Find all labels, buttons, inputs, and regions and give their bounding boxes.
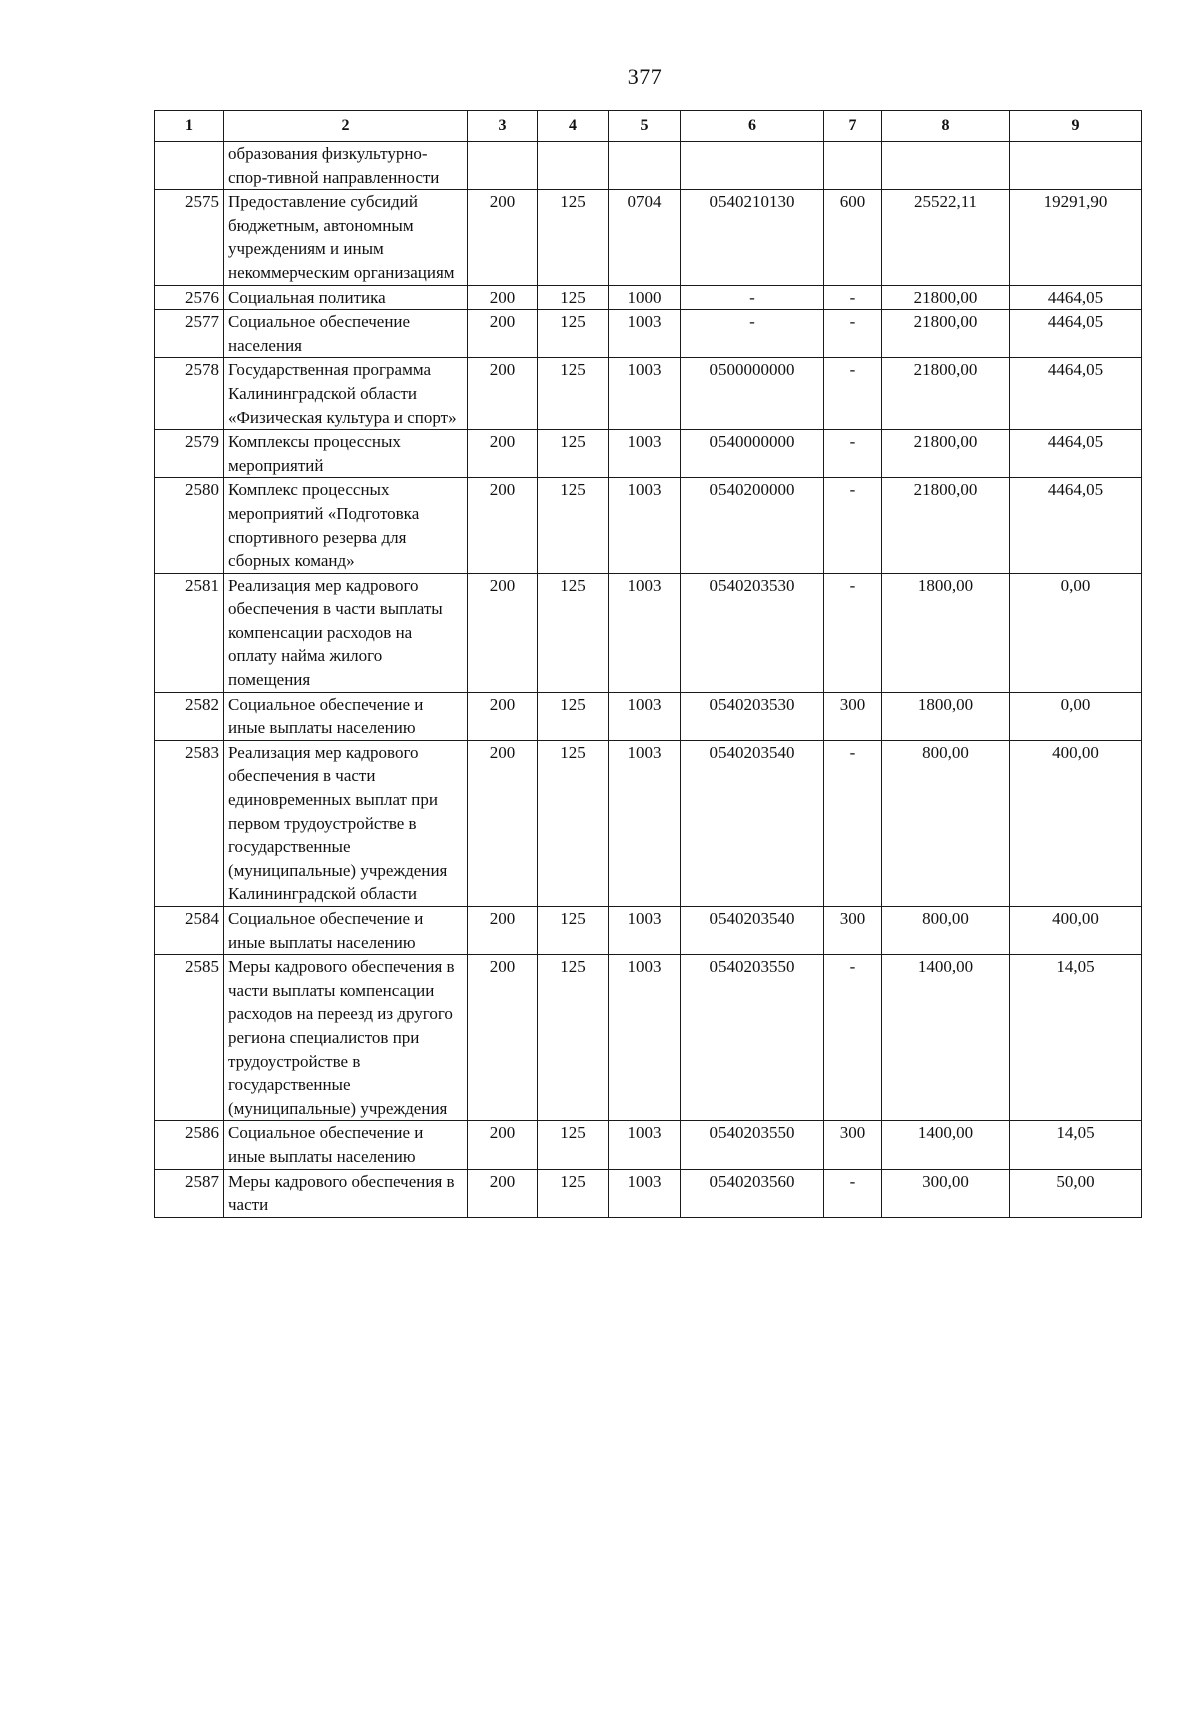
row-number-cell: 2579: [155, 430, 224, 478]
amount-cell: 21800,00: [882, 478, 1010, 573]
table-row: [155, 1169, 1142, 1217]
amount-cell: 800,00: [882, 907, 1010, 955]
table-row: [155, 310, 1142, 358]
target-code-cell: 0540203550: [681, 955, 824, 1121]
code-cell: 125: [538, 907, 609, 955]
table-row: [155, 573, 1142, 692]
target-code-cell: 0540203550: [681, 1121, 824, 1169]
code-cell: 125: [538, 1121, 609, 1169]
target-code-cell: 0540203540: [681, 907, 824, 955]
code-cell: 125: [538, 310, 609, 358]
column-header: 6: [681, 111, 824, 142]
code-cell: 1003: [609, 430, 681, 478]
amount-cell: 4464,05: [1010, 478, 1142, 573]
code-cell: 1003: [609, 692, 681, 740]
target-code-cell: 0500000000: [681, 358, 824, 430]
row-number-cell: 2587: [155, 1169, 224, 1217]
amount-cell: 4464,05: [1010, 310, 1142, 358]
code-cell: 200: [468, 907, 538, 955]
amount-cell: 21800,00: [882, 310, 1010, 358]
code-cell: 200: [468, 285, 538, 310]
column-header: 4: [538, 111, 609, 142]
amount-cell: 1400,00: [882, 1121, 1010, 1169]
amount-cell: 1800,00: [882, 573, 1010, 692]
expense-type-cell: 600: [824, 190, 882, 285]
code-cell: 0704: [609, 190, 681, 285]
amount-cell: [1010, 142, 1142, 190]
target-code-cell: 0540210130: [681, 190, 824, 285]
table-row: [155, 358, 1142, 430]
code-cell: 200: [468, 310, 538, 358]
amount-cell: 25522,11: [882, 190, 1010, 285]
table-row: [155, 142, 1142, 190]
item-name-cell: Предоставление субсидий бюджетным, автономным учреждениям и иным некоммерческим организациям: [224, 190, 468, 285]
table-header: [155, 111, 1142, 142]
code-cell: 200: [468, 358, 538, 430]
table-row: [155, 478, 1142, 573]
expense-type-cell: -: [824, 1169, 882, 1217]
code-cell: 1003: [609, 907, 681, 955]
code-cell: [468, 142, 538, 190]
target-code-cell: [681, 142, 824, 190]
code-cell: [609, 142, 681, 190]
amount-cell: 14,05: [1010, 955, 1142, 1121]
code-cell: 200: [468, 955, 538, 1121]
row-number-cell: 2581: [155, 573, 224, 692]
code-cell: 1003: [609, 358, 681, 430]
expense-type-cell: -: [824, 740, 882, 906]
expense-type-cell: -: [824, 285, 882, 310]
amount-cell: 400,00: [1010, 740, 1142, 906]
expense-type-cell: 300: [824, 1121, 882, 1169]
amount-cell: 4464,05: [1010, 358, 1142, 430]
code-cell: 125: [538, 692, 609, 740]
item-name-cell: Социальная политика: [224, 285, 468, 310]
header-row: [155, 111, 1142, 142]
amount-cell: 0,00: [1010, 573, 1142, 692]
column-header: 2: [224, 111, 468, 142]
row-number-cell: 2586: [155, 1121, 224, 1169]
target-code-cell: 0540203560: [681, 1169, 824, 1217]
table-row: [155, 285, 1142, 310]
target-code-cell: 0540203540: [681, 740, 824, 906]
item-name-cell: Комплексы процессных мероприятий: [224, 430, 468, 478]
code-cell: 200: [468, 692, 538, 740]
code-cell: 200: [468, 1169, 538, 1217]
row-number-cell: 2582: [155, 692, 224, 740]
target-code-cell: 0540203530: [681, 692, 824, 740]
item-name-cell: образования физкультурно-спор-тивной направленности: [224, 142, 468, 190]
code-cell: 125: [538, 190, 609, 285]
code-cell: 200: [468, 740, 538, 906]
amount-cell: 1400,00: [882, 955, 1010, 1121]
row-number-cell: [155, 142, 224, 190]
expense-type-cell: -: [824, 310, 882, 358]
amount-cell: 14,05: [1010, 1121, 1142, 1169]
column-header: 5: [609, 111, 681, 142]
code-cell: 200: [468, 1121, 538, 1169]
column-header: 7: [824, 111, 882, 142]
code-cell: 1003: [609, 955, 681, 1121]
row-number-cell: 2580: [155, 478, 224, 573]
target-code-cell: -: [681, 310, 824, 358]
table-row: [155, 1121, 1142, 1169]
amount-cell: 4464,05: [1010, 430, 1142, 478]
code-cell: 1003: [609, 478, 681, 573]
column-header: 8: [882, 111, 1010, 142]
amount-cell: 300,00: [882, 1169, 1010, 1217]
target-code-cell: 0540200000: [681, 478, 824, 573]
target-code-cell: -: [681, 285, 824, 310]
amount-cell: 21800,00: [882, 358, 1010, 430]
amount-cell: 21800,00: [882, 430, 1010, 478]
amount-cell: 1800,00: [882, 692, 1010, 740]
expense-type-cell: -: [824, 358, 882, 430]
code-cell: 125: [538, 285, 609, 310]
code-cell: 1003: [609, 310, 681, 358]
item-name-cell: Меры кадрового обеспечения в части выплаты компенсации расходов на переезд из другого региона специалистов при трудоустройстве в государственные (муниципальные) учреждения: [224, 955, 468, 1121]
table-body: [155, 142, 1142, 1218]
amount-cell: 800,00: [882, 740, 1010, 906]
table-row: [155, 190, 1142, 285]
target-code-cell: 0540000000: [681, 430, 824, 478]
amount-cell: 50,00: [1010, 1169, 1142, 1217]
amount-cell: 4464,05: [1010, 285, 1142, 310]
item-name-cell: Социальное обеспечение населения: [224, 310, 468, 358]
code-cell: 1003: [609, 1121, 681, 1169]
code-cell: 1003: [609, 1169, 681, 1217]
item-name-cell: Социальное обеспечение и иные выплаты населению: [224, 1121, 468, 1169]
item-name-cell: Реализация мер кадрового обеспечения в части единовременных выплат при первом трудоустройстве в государственные (муниципальные) учреждения Калининградской области: [224, 740, 468, 906]
item-name-cell: Государственная программа Калининградской области «Физическая культура и спорт»: [224, 358, 468, 430]
expense-type-cell: -: [824, 430, 882, 478]
code-cell: 1000: [609, 285, 681, 310]
code-cell: [538, 142, 609, 190]
code-cell: 125: [538, 740, 609, 906]
column-header: 1: [155, 111, 224, 142]
table-row: [155, 740, 1142, 906]
code-cell: 125: [538, 430, 609, 478]
expense-type-cell: 300: [824, 692, 882, 740]
table-row: [155, 907, 1142, 955]
expense-type-cell: -: [824, 955, 882, 1121]
budget-table: [154, 110, 1142, 1218]
expense-type-cell: [824, 142, 882, 190]
amount-cell: 0,00: [1010, 692, 1142, 740]
row-number-cell: 2583: [155, 740, 224, 906]
table-row: [155, 430, 1142, 478]
item-name-cell: Социальное обеспечение и иные выплаты населению: [224, 907, 468, 955]
code-cell: 125: [538, 358, 609, 430]
table-row: [155, 955, 1142, 1121]
code-cell: 125: [538, 478, 609, 573]
code-cell: 200: [468, 190, 538, 285]
code-cell: 1003: [609, 740, 681, 906]
row-number-cell: 2575: [155, 190, 224, 285]
item-name-cell: Меры кадрового обеспечения в части: [224, 1169, 468, 1217]
code-cell: 125: [538, 955, 609, 1121]
amount-cell: 400,00: [1010, 907, 1142, 955]
code-cell: 200: [468, 478, 538, 573]
column-header: 9: [1010, 111, 1142, 142]
code-cell: 200: [468, 430, 538, 478]
item-name-cell: Социальное обеспечение и иные выплаты населению: [224, 692, 468, 740]
code-cell: 125: [538, 1169, 609, 1217]
row-number-cell: 2576: [155, 285, 224, 310]
target-code-cell: 0540203530: [681, 573, 824, 692]
page-number: 377: [627, 64, 663, 89]
row-number-cell: 2585: [155, 955, 224, 1121]
code-cell: 125: [538, 573, 609, 692]
expense-type-cell: -: [824, 573, 882, 692]
table-row: [155, 692, 1142, 740]
item-name-cell: Реализация мер кадрового обеспечения в части выплаты компенсации расходов на оплату найма жилого помещения: [224, 573, 468, 692]
code-cell: 1003: [609, 573, 681, 692]
amount-cell: [882, 142, 1010, 190]
expense-type-cell: 300: [824, 907, 882, 955]
column-header: 3: [468, 111, 538, 142]
row-number-cell: 2584: [155, 907, 224, 955]
code-cell: 200: [468, 573, 538, 692]
item-name-cell: Комплекс процессных мероприятий «Подготовка спортивного резерва для сборных команд»: [224, 478, 468, 573]
row-number-cell: 2578: [155, 358, 224, 430]
expense-type-cell: -: [824, 478, 882, 573]
row-number-cell: 2577: [155, 310, 224, 358]
amount-cell: 19291,90: [1010, 190, 1142, 285]
amount-cell: 21800,00: [882, 285, 1010, 310]
